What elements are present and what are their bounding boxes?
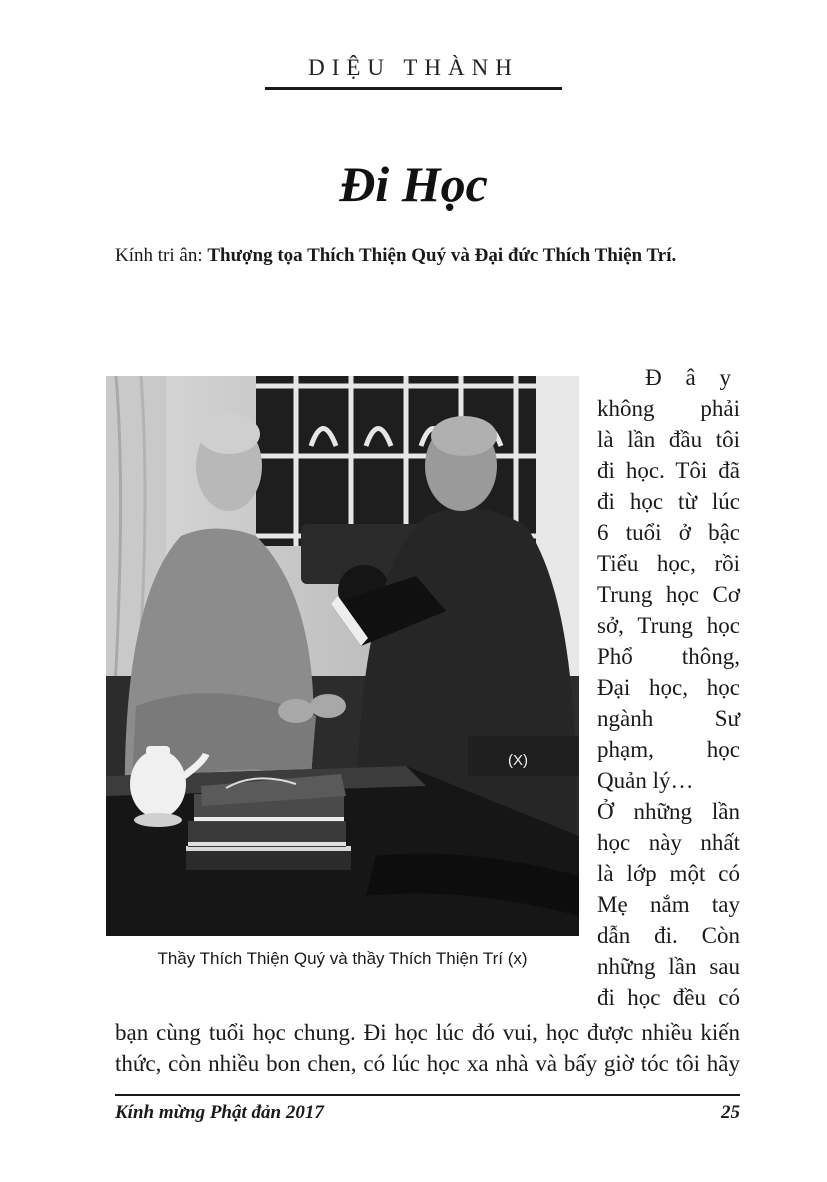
text-line: học này nhất [597, 830, 740, 855]
text-line: những lần sau [597, 954, 740, 979]
dedication [115, 245, 775, 267]
header-rule [265, 87, 562, 90]
text-line: Mẹ nắm tay [597, 892, 740, 917]
footer-rule [115, 1094, 740, 1096]
text-line: bạn cùng tuổi học chung. Đi học lúc đó vui, học được nhiều kiến [115, 1020, 740, 1045]
text-line: là lần đầu tôi [597, 427, 740, 452]
dedication-names: Thượng tọa Thích Thiện Quý và Đại đức Thích Thiện Trí. [207, 245, 677, 266]
photo-illustration [106, 376, 579, 936]
text-line: Đại học, học [597, 675, 740, 700]
text-line: Đ â y [645, 365, 740, 390]
text-line: đi học từ lúc [597, 489, 740, 514]
text-line: đi học. Tôi đã [597, 458, 740, 483]
footer-publication: Kính mừng Phật đản 2017 [115, 1102, 324, 1123]
running-head: DIỆU THÀNH [308, 55, 519, 80]
text-line: Ở những lần [597, 799, 740, 824]
body-text-full-width [115, 1017, 740, 1079]
text-line: Quản lý… [597, 768, 694, 793]
photo-mark: (X) [508, 752, 528, 769]
text-line: sở, Trung học [597, 613, 740, 638]
text-line: dẫn đi. Còn [597, 923, 740, 948]
text-line: thức, còn nhiều bon chen, có lúc học xa nhà và bấy giờ tóc tôi hãy [115, 1051, 740, 1076]
text-line: 6 tuổi ở bậc [597, 520, 740, 545]
text-line: ngành Sư [597, 706, 740, 731]
text-line: đi học đều có [597, 985, 740, 1010]
page-number: 25 [721, 1102, 740, 1123]
article-title: Đi Học [339, 156, 488, 212]
monks-photo [106, 376, 579, 936]
photo-caption: Thầy Thích Thiện Quý và thầy Thích Thiện Trí (x) [157, 949, 528, 968]
text-line: là lớp một có [597, 861, 740, 886]
text-line: Tiểu học, rồi [597, 551, 740, 576]
text-line: Trung học Cơ [597, 582, 740, 607]
text-line: không phải [597, 396, 740, 421]
text-line: Phổ thông, [597, 644, 740, 669]
body-text-side-column [597, 362, 740, 1013]
text-line: phạm, học [597, 737, 740, 762]
dedication-prefix: Kính tri ân: [115, 245, 208, 266]
